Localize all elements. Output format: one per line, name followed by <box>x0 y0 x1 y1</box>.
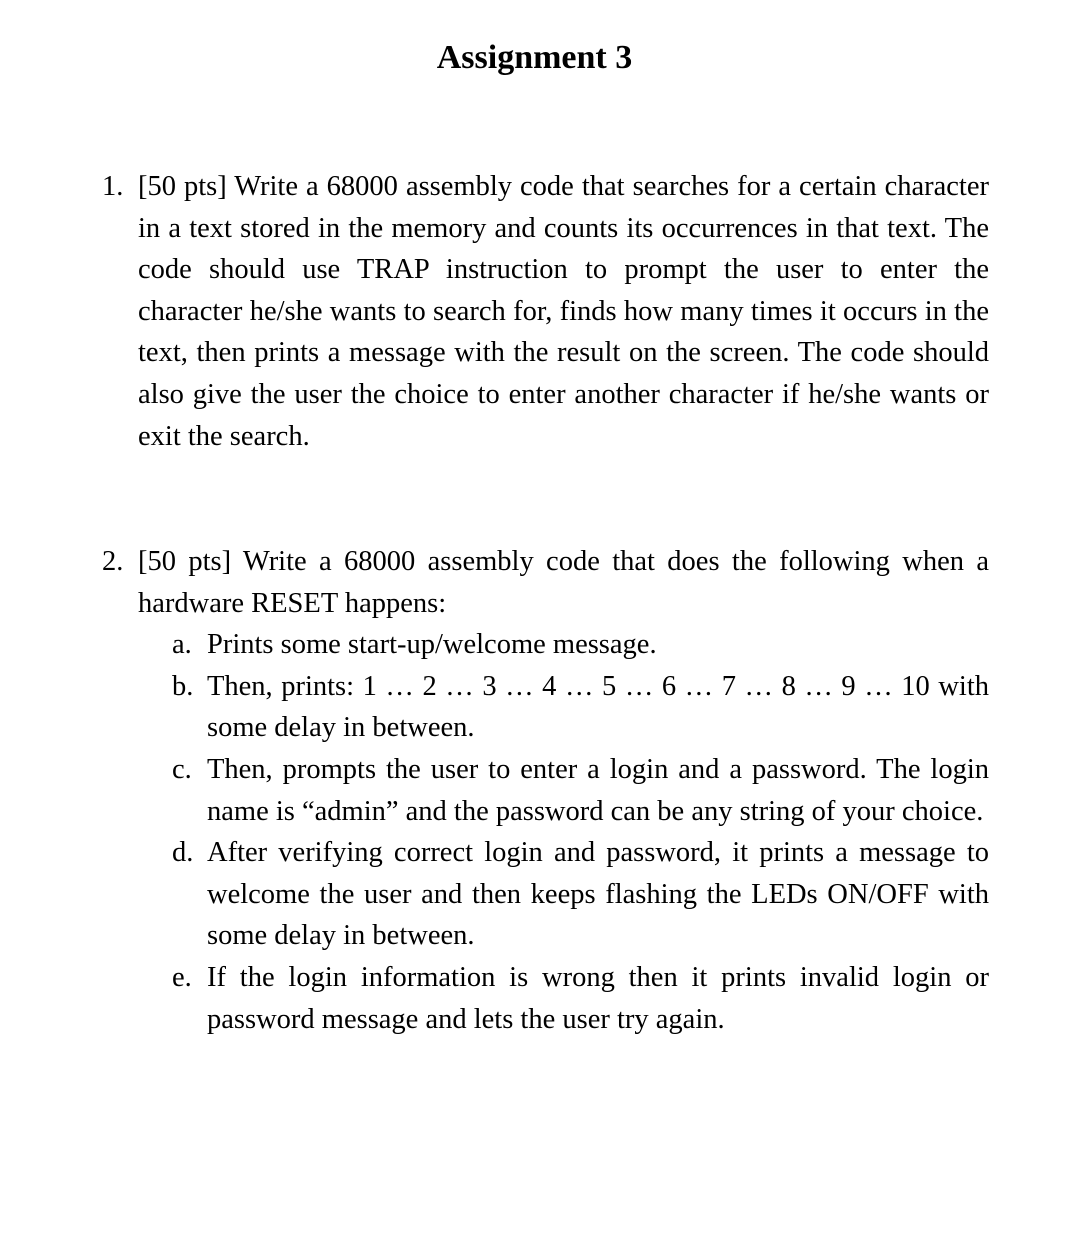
sub-item-text: Then, prompts the user to enter a login and a password. The login name is “admin” and the password can be any string of your choice. <box>207 753 989 827</box>
sub-item-text: After verifying correct login and password, it prints a message to welcome the user and then keeps flashing the LEDs ON/OFF with some delay in between. <box>207 837 989 952</box>
page-title: Assignment 3 <box>436 39 633 76</box>
sub-item-letter: b. <box>172 670 194 702</box>
question-1 <box>102 166 989 457</box>
sub-item-letter: d. <box>172 837 194 869</box>
question-2 <box>102 541 989 1040</box>
sub-item-b <box>172 666 989 749</box>
sub-item-letter: e. <box>172 961 192 993</box>
sub-item-d <box>172 832 989 957</box>
sub-item-text: Then, prints: 1 … 2 … 3 … 4 … 5 … 6 … 7 … 8 … 9 … 10 with some delay in between. <box>207 670 989 744</box>
sub-item-c <box>172 749 989 832</box>
question-number: 1. <box>102 171 124 202</box>
sub-item-list <box>172 624 989 1040</box>
sub-item-letter: c. <box>172 753 192 785</box>
sub-item-e <box>172 957 989 1040</box>
question-text: [50 pts] Write a 68000 assembly code that searches for a certain character in a text stored in the memory and counts its occurrences in that text. The code should use TRAP instruction to prompt the user to enter the character he/she wants to search for, finds how many times it occurs in the text, then prints a message with the result on the screen. The code should also give the user the choice to enter another character if he/she wants or exit the search. <box>138 171 989 452</box>
question-number: 2. <box>102 546 124 577</box>
sub-item-letter: a. <box>172 629 192 661</box>
sub-item-text: If the login information is wrong then it prints invalid login or password message and lets the user try again. <box>207 961 989 1035</box>
sub-item-a <box>172 624 989 666</box>
question-text: [50 pts] Write a 68000 assembly code that does the following when a hardware RESET happens: <box>138 546 989 619</box>
sub-item-text: Prints some start-up/welcome message. <box>207 629 657 661</box>
